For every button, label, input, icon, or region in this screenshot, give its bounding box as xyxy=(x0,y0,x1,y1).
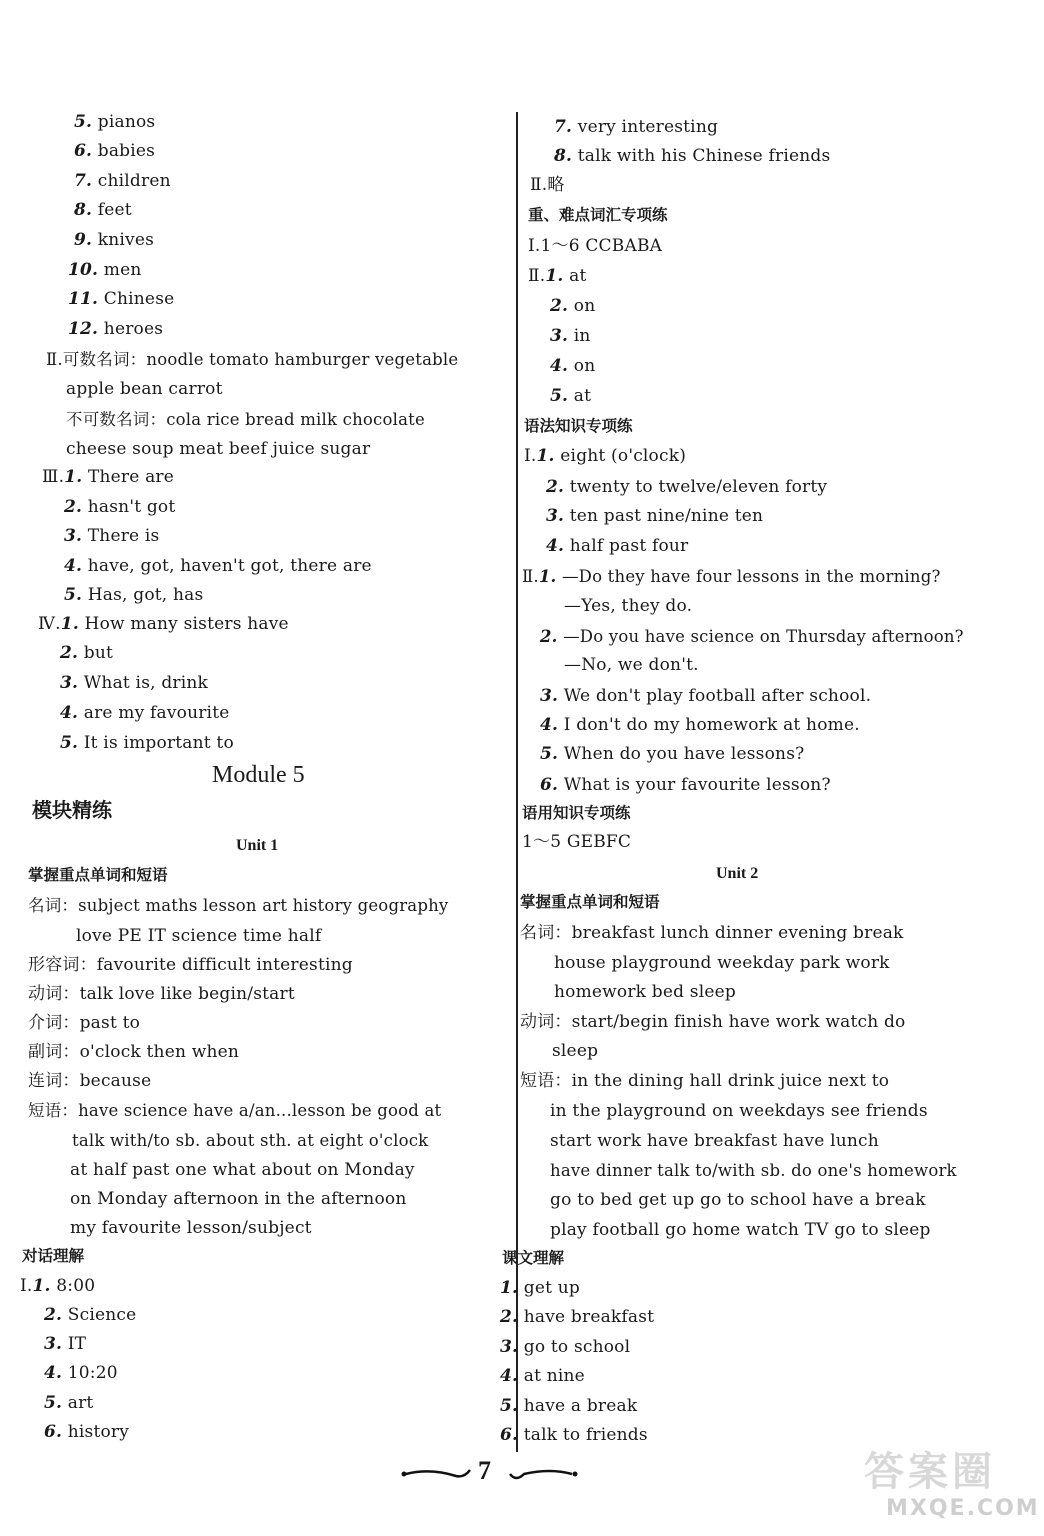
answer-line: 4. 10:20 xyxy=(44,1363,118,1383)
answer-line: 3. There is xyxy=(64,526,160,546)
answer-line: 2. on xyxy=(550,296,596,316)
vocab-line: 副词：o'clock then when xyxy=(28,1042,240,1062)
answer-line: 4. are my favourite xyxy=(60,703,230,723)
answer-line: 2. but xyxy=(60,643,114,663)
left-column xyxy=(0,0,510,1536)
answer-line: Ⅲ.1. There are xyxy=(42,467,175,487)
answer-line: Ⅱ.略 xyxy=(530,175,565,195)
answer-line: 6. What is your favourite lesson? xyxy=(540,775,831,795)
vocab-line: homework bed sleep xyxy=(554,982,736,1002)
answer-line: Ⅱ.1. —Do they have four lessons in the morning? xyxy=(522,567,941,586)
answer-line: 1. get up xyxy=(500,1278,580,1298)
countable-nouns-cont: apple bean carrot xyxy=(66,379,223,399)
uncountable-nouns: 不可数名词：cola rice bread milk chocolate xyxy=(66,410,425,429)
answer-line: Ⅳ.1. How many sisters have xyxy=(38,614,289,634)
answer-line: 4. on xyxy=(550,356,596,376)
answer-line: 5. at xyxy=(550,386,592,406)
answer-line: 3. go to school xyxy=(500,1337,631,1357)
answer-line: 7. children xyxy=(74,171,171,191)
answer-line: 3. in xyxy=(550,326,591,346)
vocab-line: in the playground on weekdays see friends xyxy=(550,1101,928,1121)
vocab-line: 形容词：favourite difficult interesting xyxy=(28,955,353,975)
answer-line: 3. IT xyxy=(44,1334,87,1354)
watermark xyxy=(814,1440,1040,1530)
vocab-line: 介词：past to xyxy=(28,1013,141,1033)
vocab-line: on Monday afternoon in the afternoon xyxy=(70,1189,407,1209)
vocab-line: at half past one what about on Monday xyxy=(70,1160,415,1180)
vocab-line: 短语：have science have a/an...lesson be good at xyxy=(28,1101,442,1120)
unit-title: Unit 2 xyxy=(716,865,759,882)
answer-line: 3. We don't play football after school. xyxy=(540,686,872,706)
vocab-line: house playground weekday park work xyxy=(554,953,890,973)
vocab-line: 名词：subject maths lesson art history geography xyxy=(28,896,449,915)
page-footer xyxy=(400,1456,580,1490)
answer-line: Ⅱ.1. at xyxy=(528,266,587,286)
answer-line: 8. feet xyxy=(74,200,132,220)
answer-line: 4. half past four xyxy=(546,536,689,556)
answer-line: 2. twenty to twelve/eleven forty xyxy=(546,477,828,497)
answer-line: 12. heroes xyxy=(68,319,164,339)
answer-line: 2. have breakfast xyxy=(500,1307,655,1327)
answer-line: 5. art xyxy=(44,1393,94,1413)
answer-line: 7. very interesting xyxy=(554,117,719,137)
vocab-line: 名词：breakfast lunch dinner evening break xyxy=(520,923,904,943)
uncountable-nouns-cont: cheese soup meat beef juice sugar xyxy=(66,439,371,459)
answer-line: 4. I don't do my homework at home. xyxy=(540,715,860,735)
answer-line: Ⅰ.1. 8:00 xyxy=(20,1276,96,1296)
dialog-heading: 对话理解 xyxy=(22,1247,85,1265)
answer-line: 2. Science xyxy=(44,1305,137,1325)
unit-title: Unit 1 xyxy=(236,837,279,854)
answer-line: 5. Has, got, has xyxy=(64,585,204,605)
answer-line: —No, we don't. xyxy=(564,655,699,675)
vocab-line: go to bed get up go to school have a break xyxy=(550,1190,926,1210)
vocab-line: play football go home watch TV go to sleep xyxy=(550,1220,931,1240)
answer-line: 11. Chinese xyxy=(68,289,175,309)
answer-line: —Yes, they do. xyxy=(564,596,693,616)
text-heading: 课文理解 xyxy=(502,1249,565,1267)
answer-line: 4. at nine xyxy=(500,1366,585,1386)
vocab-line: 动词：talk love like begin/start xyxy=(28,984,295,1004)
answer-line: 2. hasn't got xyxy=(64,497,176,517)
watermark-url: MXQE.COM xyxy=(886,1496,1040,1521)
answer-line: 3. ten past nine/nine ten xyxy=(546,506,764,526)
module-title: Module 5 xyxy=(212,762,305,788)
answer-line: 5. When do you have lessons? xyxy=(540,744,805,764)
usage-heading: 语用知识专项练 xyxy=(522,804,631,822)
section-title: 模块精练 xyxy=(32,798,112,822)
vocab-line: 连词：because xyxy=(28,1071,152,1091)
answer-line: Ⅰ.1. eight (o'clock) xyxy=(524,446,687,466)
vocab-heading: 掌握重点单词和短语 xyxy=(520,893,660,911)
grammar-heading: 语法知识专项练 xyxy=(524,417,633,435)
answer-line: 4. have, got, haven't got, there are xyxy=(64,556,372,576)
answer-line: 6. babies xyxy=(74,141,156,161)
answer-line: 5. pianos xyxy=(74,112,156,132)
vocab-line: sleep xyxy=(552,1041,599,1061)
answer-line: 3. What is, drink xyxy=(60,673,209,693)
key-vocab-heading: 重、难点词汇专项练 xyxy=(528,206,668,224)
watermark-logo: 答案圈 xyxy=(864,1449,996,1495)
page-number: 7 xyxy=(478,1456,491,1485)
vocab-line: my favourite lesson/subject xyxy=(70,1218,312,1238)
answer-line: 5. It is important to xyxy=(60,733,234,753)
vocab-line: 动词：start/begin finish have work watch do xyxy=(520,1012,906,1032)
answer-line: 2. —Do you have science on Thursday afternoon? xyxy=(540,627,964,646)
answer-line: 8. talk with his Chinese friends xyxy=(554,146,831,166)
vocab-line: 短语：in the dining hall drink juice next to xyxy=(520,1071,890,1091)
vocab-line: talk with/to sb. about sth. at eight o'clock xyxy=(72,1131,429,1150)
answer-line: 5. have a break xyxy=(500,1396,638,1416)
vocab-line: have dinner talk to/with sb. do one's homework xyxy=(550,1161,957,1180)
vocab-heading: 掌握重点单词和短语 xyxy=(28,866,168,884)
answer-line: 6. talk to friends xyxy=(500,1425,648,1445)
answer-line: 9. knives xyxy=(74,230,155,250)
right-column xyxy=(500,0,1044,1536)
answer-line: 6. history xyxy=(44,1422,130,1442)
answer-line: Ⅰ.1～6 CCBABA xyxy=(528,236,663,256)
answer-line: 1～5 GEBFC xyxy=(522,832,632,852)
countable-nouns: Ⅱ.可数名词：noodle tomato hamburger vegetable xyxy=(46,350,459,369)
vocab-line: love PE IT science time half xyxy=(76,926,322,946)
vocab-line: start work have breakfast have lunch xyxy=(550,1131,879,1151)
answer-line: 10. men xyxy=(68,260,142,280)
